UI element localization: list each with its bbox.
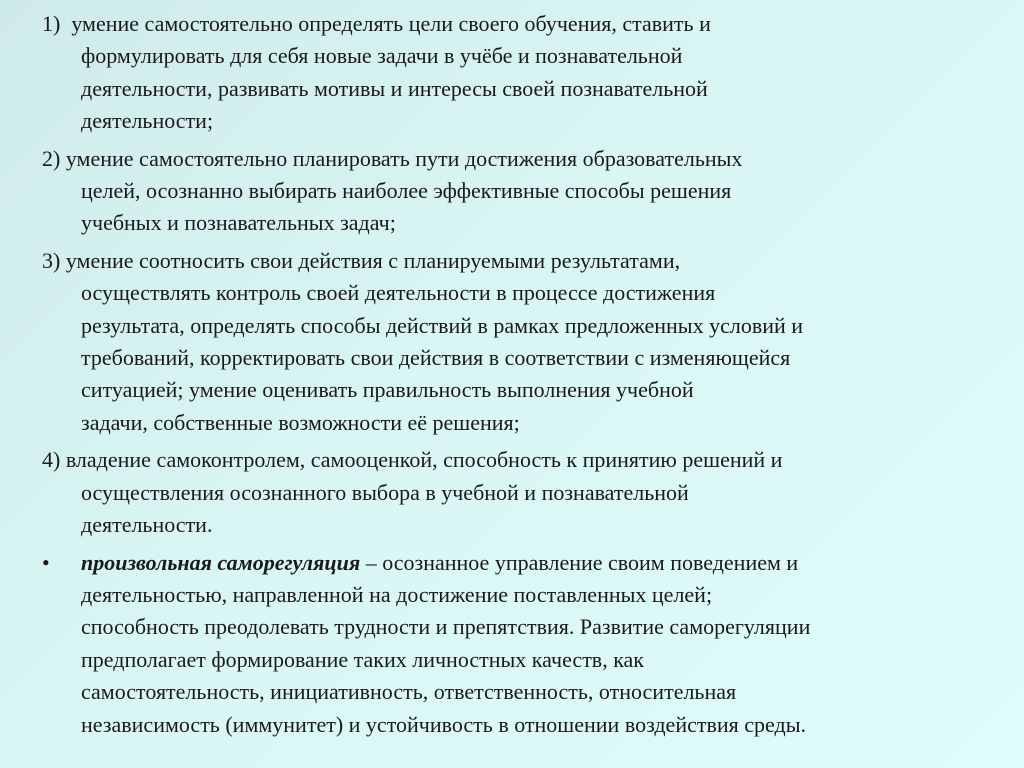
list-item-4	[42, 444, 992, 541]
list-item-4-text-1: владение самоконтролем, самооценкой, способность к принятию решений и	[65, 447, 783, 473]
list-item-2-text-1: умение самостоятельно планировать пути достижения образовательных	[65, 145, 743, 171]
list-item-2-line-2: целей, осознанно выбирать наиболее эффективные способы решения	[81, 178, 732, 204]
list-item-4-line-3: деятельности.	[81, 512, 213, 538]
list-item-3-line-6: задачи, собственные возможности её решения;	[81, 409, 520, 435]
list-item-3-text-1: умение соотносить свои действия с планируемыми результатами,	[65, 247, 681, 273]
list-item-3-line-5: ситуацией; умение оценивать правильность выполнения учебной	[81, 377, 694, 403]
bullet-line-5: самостоятельность, инициативность, ответственность, относительная	[81, 679, 737, 705]
list-item-4-marker: 4)	[42, 447, 66, 473]
list-item-1	[42, 8, 992, 138]
list-item-4-line-1	[42, 444, 992, 476]
list-item-3-line-2: осуществлять контроль своей деятельности в процессе достижения	[81, 280, 716, 306]
list-item-1-text-1: умение самостоятельно определять цели своего обучения, ставить и	[71, 11, 711, 36]
list-item-3-line-1	[42, 245, 992, 277]
list-item-3	[42, 245, 992, 439]
list-item-1-line-2: формулировать для себя новые задачи в учёбе и познавательной	[81, 43, 683, 69]
list-item-2-line-3: учебных и познавательных задач;	[81, 210, 396, 236]
list-item-1-line-1	[42, 8, 992, 40]
list-item-3-line-3: результата, определять способы действий в рамках предложенных условий и	[81, 312, 804, 338]
list-item-1-marker: 1)	[42, 11, 72, 36]
list-item-1-line-4: деятельности;	[81, 108, 214, 134]
bullet-marker: •	[42, 549, 50, 575]
bullet-line-2: деятельностью, направленной на достижение поставленных целей;	[81, 581, 713, 607]
bullet-line-1	[81, 547, 992, 579]
list-item-1-line-3: деятельности, развивать мотивы и интересы своей познавательной	[81, 75, 708, 101]
list-item-3-line-4: требований, корректировать свои действия в соответствии с изменяющейся	[81, 345, 791, 371]
list-item-3-marker: 3)	[42, 247, 66, 273]
bullet-text-1: – осознанное управление своим поведением и	[360, 549, 799, 575]
bullet-line-6: независимость (иммунитет) и устойчивость в отношении воздействия среды.	[81, 711, 806, 737]
bullet-term: произвольная саморегуляция	[81, 549, 361, 575]
bullet-item-self-regulation	[42, 547, 992, 741]
list-item-2-line-1	[42, 143, 992, 175]
slide-text-block	[42, 8, 992, 746]
list-item-2	[42, 143, 992, 240]
bullet-line-3: способность преодолевать трудности и препятствия. Развитие саморегуляции	[81, 614, 811, 640]
list-item-2-marker: 2)	[42, 145, 66, 171]
list-item-4-line-2: осуществления осознанного выбора в учебной и познавательной	[81, 479, 689, 505]
bullet-line-4: предполагает формирование таких личностных качеств, как	[81, 646, 644, 672]
